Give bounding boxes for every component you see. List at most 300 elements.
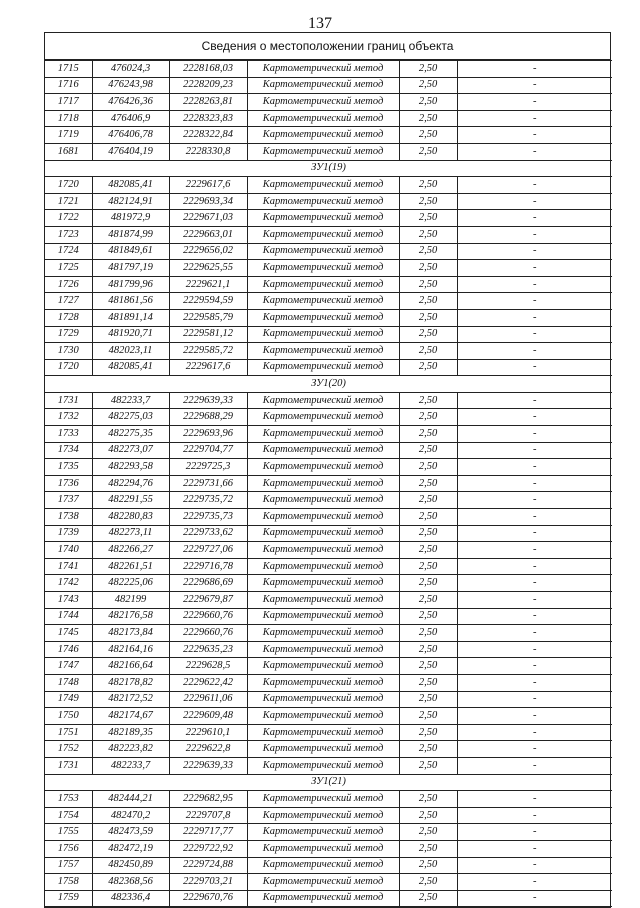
description-cell: - (457, 343, 612, 360)
table-row (45, 359, 612, 376)
description-cell: - (457, 409, 612, 426)
point-number-cell: 1757 (45, 857, 92, 874)
accuracy-cell: 2,50 (399, 542, 457, 559)
y-coordinate-cell: 2228330,8 (169, 143, 247, 160)
description-cell: - (457, 293, 612, 310)
section-label: ЗУ1(19) (45, 160, 612, 177)
table-row (45, 691, 612, 708)
description-cell: - (457, 110, 612, 127)
section-label: ЗУ1(21) (45, 774, 612, 791)
table-row (45, 824, 612, 841)
accuracy-cell: 2,50 (399, 874, 457, 891)
coordinates-sheet (44, 32, 611, 908)
x-coordinate-cell: 482291,55 (92, 492, 169, 509)
accuracy-cell: 2,50 (399, 641, 457, 658)
method-cell: Картометрический метод (247, 791, 399, 808)
point-number-cell: 1740 (45, 542, 92, 559)
y-coordinate-cell: 2229733,62 (169, 525, 247, 542)
description-cell: - (457, 94, 612, 111)
table-row (45, 641, 612, 658)
accuracy-cell: 2,50 (399, 77, 457, 94)
accuracy-cell: 2,50 (399, 575, 457, 592)
table-row (45, 509, 612, 526)
point-number-cell: 1730 (45, 343, 92, 360)
description-cell: - (457, 442, 612, 459)
description-cell: - (457, 575, 612, 592)
method-cell: Картометрический метод (247, 492, 399, 509)
table-row (45, 127, 612, 144)
method-cell: Картометрический метод (247, 409, 399, 426)
x-coordinate-cell: 481972,9 (92, 210, 169, 227)
y-coordinate-cell: 2229735,73 (169, 509, 247, 526)
table-row (45, 226, 612, 243)
method-cell: Картометрический метод (247, 475, 399, 492)
method-cell: Картометрический метод (247, 94, 399, 111)
x-coordinate-cell: 476406,9 (92, 110, 169, 127)
x-coordinate-cell: 482173,84 (92, 625, 169, 642)
x-coordinate-cell: 476406,78 (92, 127, 169, 144)
point-number-cell: 1737 (45, 492, 92, 509)
description-cell: - (457, 177, 612, 194)
method-cell: Картометрический метод (247, 824, 399, 841)
x-coordinate-cell: 481797,19 (92, 260, 169, 277)
x-coordinate-cell: 482124,91 (92, 193, 169, 210)
x-coordinate-cell: 482178,82 (92, 674, 169, 691)
point-number-cell: 1718 (45, 110, 92, 127)
method-cell: Картометрический метод (247, 260, 399, 277)
method-cell: Картометрический метод (247, 592, 399, 609)
description-cell: - (457, 757, 612, 774)
table-row (45, 874, 612, 891)
accuracy-cell: 2,50 (399, 392, 457, 409)
table-row (45, 857, 612, 874)
x-coordinate-cell: 482225,06 (92, 575, 169, 592)
table-row (45, 625, 612, 642)
description-cell: - (457, 77, 612, 94)
description-cell: - (457, 210, 612, 227)
y-coordinate-cell: 2229704,77 (169, 442, 247, 459)
accuracy-cell: 2,50 (399, 193, 457, 210)
table-row (45, 326, 612, 343)
description-cell: - (457, 608, 612, 625)
point-number-cell: 1733 (45, 426, 92, 443)
x-coordinate-cell: 476426,36 (92, 94, 169, 111)
y-coordinate-cell: 2229660,76 (169, 625, 247, 642)
accuracy-cell: 2,50 (399, 326, 457, 343)
description-cell: - (457, 260, 612, 277)
method-cell: Картометрический метод (247, 857, 399, 874)
accuracy-cell: 2,50 (399, 525, 457, 542)
description-cell: - (457, 459, 612, 476)
accuracy-cell: 2,50 (399, 260, 457, 277)
description-cell: - (457, 558, 612, 575)
point-number-cell: 1759 (45, 890, 92, 907)
point-number-cell: 1732 (45, 409, 92, 426)
y-coordinate-cell: 2229594,59 (169, 293, 247, 310)
y-coordinate-cell: 2229693,96 (169, 426, 247, 443)
y-coordinate-cell: 2229610,1 (169, 724, 247, 741)
description-cell: - (457, 542, 612, 559)
x-coordinate-cell: 482164,16 (92, 641, 169, 658)
method-cell: Картометрический метод (247, 874, 399, 891)
accuracy-cell: 2,50 (399, 459, 457, 476)
point-number-cell: 1751 (45, 724, 92, 741)
point-number-cell: 1758 (45, 874, 92, 891)
accuracy-cell: 2,50 (399, 674, 457, 691)
point-number-cell: 1748 (45, 674, 92, 691)
point-number-cell: 1746 (45, 641, 92, 658)
description-cell: - (457, 641, 612, 658)
x-coordinate-cell: 482275,35 (92, 426, 169, 443)
description-cell: - (457, 824, 612, 841)
x-coordinate-cell: 482166,64 (92, 658, 169, 675)
table-row (45, 309, 612, 326)
y-coordinate-cell: 2229581,12 (169, 326, 247, 343)
page-number: 137 (308, 15, 332, 32)
accuracy-cell: 2,50 (399, 127, 457, 144)
x-coordinate-cell: 476024,3 (92, 61, 169, 78)
method-cell: Картометрический метод (247, 61, 399, 78)
x-coordinate-cell: 482023,11 (92, 343, 169, 360)
point-number-cell: 1739 (45, 525, 92, 542)
accuracy-cell: 2,50 (399, 824, 457, 841)
accuracy-cell: 2,50 (399, 608, 457, 625)
x-coordinate-cell: 482085,41 (92, 177, 169, 194)
table-row (45, 708, 612, 725)
y-coordinate-cell: 2228322,84 (169, 127, 247, 144)
section-label: ЗУ1(20) (45, 376, 612, 393)
table-row (45, 409, 612, 426)
x-coordinate-cell: 476404,19 (92, 143, 169, 160)
x-coordinate-cell: 482223,82 (92, 741, 169, 758)
description-cell: - (457, 840, 612, 857)
table-row (45, 608, 612, 625)
point-number-cell: 1720 (45, 177, 92, 194)
y-coordinate-cell: 2228323,83 (169, 110, 247, 127)
point-number-cell: 1727 (45, 293, 92, 310)
accuracy-cell: 2,50 (399, 741, 457, 758)
y-coordinate-cell: 2229688,29 (169, 409, 247, 426)
accuracy-cell: 2,50 (399, 210, 457, 227)
accuracy-cell: 2,50 (399, 890, 457, 907)
point-number-cell: 1747 (45, 658, 92, 675)
table-row (45, 193, 612, 210)
x-coordinate-cell: 482174,67 (92, 708, 169, 725)
x-coordinate-cell: 482336,4 (92, 890, 169, 907)
description-cell: - (457, 890, 612, 907)
accuracy-cell: 2,50 (399, 857, 457, 874)
accuracy-cell: 2,50 (399, 143, 457, 160)
point-number-cell: 1721 (45, 193, 92, 210)
table-row (45, 558, 612, 575)
table-row (45, 525, 612, 542)
y-coordinate-cell: 2229656,02 (169, 243, 247, 260)
accuracy-cell: 2,50 (399, 359, 457, 376)
y-coordinate-cell: 2229724,88 (169, 857, 247, 874)
accuracy-cell: 2,50 (399, 442, 457, 459)
x-coordinate-cell: 481891,14 (92, 309, 169, 326)
description-cell: - (457, 658, 612, 675)
method-cell: Картометрический метод (247, 674, 399, 691)
table-row (45, 210, 612, 227)
point-number-cell: 1719 (45, 127, 92, 144)
point-number-cell: 1743 (45, 592, 92, 609)
description-cell: - (457, 475, 612, 492)
table-title: Сведения о местоположении границ объекта (45, 33, 610, 60)
method-cell: Картометрический метод (247, 442, 399, 459)
coordinates-table-body (45, 61, 612, 907)
x-coordinate-cell: 481920,71 (92, 326, 169, 343)
y-coordinate-cell: 2229707,8 (169, 807, 247, 824)
point-number-cell: 1722 (45, 210, 92, 227)
table-row (45, 77, 612, 94)
description-cell: - (457, 193, 612, 210)
point-number-cell: 1725 (45, 260, 92, 277)
y-coordinate-cell: 2229611,06 (169, 691, 247, 708)
point-number-cell: 1731 (45, 392, 92, 409)
table-row (45, 243, 612, 260)
table-row (45, 890, 612, 907)
accuracy-cell: 2,50 (399, 558, 457, 575)
method-cell: Картометрический метод (247, 724, 399, 741)
accuracy-cell: 2,50 (399, 409, 457, 426)
point-number-cell: 1755 (45, 824, 92, 841)
point-number-cell: 1738 (45, 509, 92, 526)
table-row (45, 459, 612, 476)
x-coordinate-cell: 482444,21 (92, 791, 169, 808)
x-coordinate-cell: 482085,41 (92, 359, 169, 376)
accuracy-cell: 2,50 (399, 177, 457, 194)
y-coordinate-cell: 2229731,66 (169, 475, 247, 492)
y-coordinate-cell: 2229628,5 (169, 658, 247, 675)
y-coordinate-cell: 2229639,33 (169, 757, 247, 774)
section-header-row (45, 160, 612, 177)
description-cell: - (457, 426, 612, 443)
method-cell: Картометрический метод (247, 459, 399, 476)
table-row (45, 177, 612, 194)
accuracy-cell: 2,50 (399, 625, 457, 642)
table-row (45, 592, 612, 609)
description-cell: - (457, 592, 612, 609)
table-row (45, 343, 612, 360)
description-cell: - (457, 276, 612, 293)
x-coordinate-cell: 482233,7 (92, 757, 169, 774)
method-cell: Картометрический метод (247, 426, 399, 443)
table-row (45, 61, 612, 78)
table-row (45, 840, 612, 857)
method-cell: Картометрический метод (247, 276, 399, 293)
x-coordinate-cell: 482294,76 (92, 475, 169, 492)
table-row (45, 143, 612, 160)
description-cell: - (457, 874, 612, 891)
method-cell: Картометрический метод (247, 840, 399, 857)
accuracy-cell: 2,50 (399, 791, 457, 808)
point-number-cell: 1728 (45, 309, 92, 326)
point-number-cell: 1754 (45, 807, 92, 824)
accuracy-cell: 2,50 (399, 807, 457, 824)
x-coordinate-cell: 482280,83 (92, 509, 169, 526)
y-coordinate-cell: 2229663,01 (169, 226, 247, 243)
x-coordinate-cell: 482261,51 (92, 558, 169, 575)
accuracy-cell: 2,50 (399, 94, 457, 111)
method-cell: Картометрический метод (247, 193, 399, 210)
method-cell: Картометрический метод (247, 575, 399, 592)
method-cell: Картометрический метод (247, 293, 399, 310)
method-cell: Картометрический метод (247, 509, 399, 526)
x-coordinate-cell: 482273,07 (92, 442, 169, 459)
description-cell: - (457, 807, 612, 824)
method-cell: Картометрический метод (247, 359, 399, 376)
x-coordinate-cell: 482273,11 (92, 525, 169, 542)
x-coordinate-cell: 482472,19 (92, 840, 169, 857)
accuracy-cell: 2,50 (399, 691, 457, 708)
point-number-cell: 1735 (45, 459, 92, 476)
table-row (45, 94, 612, 111)
method-cell: Картометрический метод (247, 177, 399, 194)
y-coordinate-cell: 2229625,55 (169, 260, 247, 277)
table-row (45, 492, 612, 509)
accuracy-cell: 2,50 (399, 757, 457, 774)
method-cell: Картометрический метод (247, 226, 399, 243)
coordinates-table (45, 60, 612, 907)
method-cell: Картометрический метод (247, 243, 399, 260)
description-cell: - (457, 857, 612, 874)
table-row (45, 426, 612, 443)
point-number-cell: 1681 (45, 143, 92, 160)
point-number-cell: 1745 (45, 625, 92, 642)
point-number-cell: 1715 (45, 61, 92, 78)
x-coordinate-cell: 476243,98 (92, 77, 169, 94)
description-cell: - (457, 691, 612, 708)
accuracy-cell: 2,50 (399, 708, 457, 725)
point-number-cell: 1741 (45, 558, 92, 575)
point-number-cell: 1750 (45, 708, 92, 725)
method-cell: Картометрический метод (247, 542, 399, 559)
description-cell: - (457, 392, 612, 409)
description-cell: - (457, 625, 612, 642)
point-number-cell: 1753 (45, 791, 92, 808)
table-row (45, 475, 612, 492)
accuracy-cell: 2,50 (399, 592, 457, 609)
description-cell: - (457, 326, 612, 343)
y-coordinate-cell: 2229622,42 (169, 674, 247, 691)
description-cell: - (457, 143, 612, 160)
table-row (45, 110, 612, 127)
y-coordinate-cell: 2229716,78 (169, 558, 247, 575)
method-cell: Картометрический метод (247, 143, 399, 160)
method-cell: Картометрический метод (247, 691, 399, 708)
method-cell: Картометрический метод (247, 110, 399, 127)
accuracy-cell: 2,50 (399, 243, 457, 260)
table-row (45, 674, 612, 691)
point-number-cell: 1731 (45, 757, 92, 774)
y-coordinate-cell: 2229622,8 (169, 741, 247, 758)
method-cell: Картометрический метод (247, 77, 399, 94)
x-coordinate-cell: 481849,61 (92, 243, 169, 260)
y-coordinate-cell: 2228209,23 (169, 77, 247, 94)
x-coordinate-cell: 482470,2 (92, 807, 169, 824)
method-cell: Картометрический метод (247, 658, 399, 675)
x-coordinate-cell: 482450,89 (92, 857, 169, 874)
accuracy-cell: 2,50 (399, 343, 457, 360)
accuracy-cell: 2,50 (399, 110, 457, 127)
y-coordinate-cell: 2229727,06 (169, 542, 247, 559)
method-cell: Картометрический метод (247, 210, 399, 227)
x-coordinate-cell: 482293,58 (92, 459, 169, 476)
method-cell: Картометрический метод (247, 525, 399, 542)
y-coordinate-cell: 2229717,77 (169, 824, 247, 841)
y-coordinate-cell: 2229617,6 (169, 177, 247, 194)
point-number-cell: 1752 (45, 741, 92, 758)
table-row (45, 575, 612, 592)
method-cell: Картометрический метод (247, 309, 399, 326)
point-number-cell: 1749 (45, 691, 92, 708)
section-header-row (45, 376, 612, 393)
point-number-cell: 1724 (45, 243, 92, 260)
section-header-row (45, 774, 612, 791)
method-cell: Картометрический метод (247, 641, 399, 658)
accuracy-cell: 2,50 (399, 276, 457, 293)
y-coordinate-cell: 2229585,79 (169, 309, 247, 326)
description-cell: - (457, 127, 612, 144)
point-number-cell: 1717 (45, 94, 92, 111)
y-coordinate-cell: 2229609,48 (169, 708, 247, 725)
y-coordinate-cell: 2229679,87 (169, 592, 247, 609)
accuracy-cell: 2,50 (399, 426, 457, 443)
x-coordinate-cell: 482275,03 (92, 409, 169, 426)
description-cell: - (457, 492, 612, 509)
y-coordinate-cell: 2229660,76 (169, 608, 247, 625)
y-coordinate-cell: 2228263,81 (169, 94, 247, 111)
method-cell: Картометрический метод (247, 127, 399, 144)
y-coordinate-cell: 2229725,3 (169, 459, 247, 476)
accuracy-cell: 2,50 (399, 509, 457, 526)
table-row (45, 658, 612, 675)
method-cell: Картометрический метод (247, 708, 399, 725)
point-number-cell: 1744 (45, 608, 92, 625)
table-row (45, 791, 612, 808)
y-coordinate-cell: 2229670,76 (169, 890, 247, 907)
point-number-cell: 1720 (45, 359, 92, 376)
table-row (45, 741, 612, 758)
method-cell: Картометрический метод (247, 558, 399, 575)
table-row (45, 276, 612, 293)
y-coordinate-cell: 2229686,69 (169, 575, 247, 592)
accuracy-cell: 2,50 (399, 226, 457, 243)
table-row (45, 724, 612, 741)
y-coordinate-cell: 2229693,34 (169, 193, 247, 210)
description-cell: - (457, 243, 612, 260)
x-coordinate-cell: 481861,56 (92, 293, 169, 310)
method-cell: Картометрический метод (247, 608, 399, 625)
description-cell: - (457, 724, 612, 741)
point-number-cell: 1723 (45, 226, 92, 243)
point-number-cell: 1736 (45, 475, 92, 492)
x-coordinate-cell: 481799,96 (92, 276, 169, 293)
description-cell: - (457, 226, 612, 243)
point-number-cell: 1742 (45, 575, 92, 592)
method-cell: Картометрический метод (247, 890, 399, 907)
y-coordinate-cell: 2229617,6 (169, 359, 247, 376)
table-row (45, 542, 612, 559)
accuracy-cell: 2,50 (399, 658, 457, 675)
x-coordinate-cell: 482189,35 (92, 724, 169, 741)
x-coordinate-cell: 482368,56 (92, 874, 169, 891)
point-number-cell: 1729 (45, 326, 92, 343)
method-cell: Картометрический метод (247, 757, 399, 774)
y-coordinate-cell: 2229635,23 (169, 641, 247, 658)
x-coordinate-cell: 481874,99 (92, 226, 169, 243)
